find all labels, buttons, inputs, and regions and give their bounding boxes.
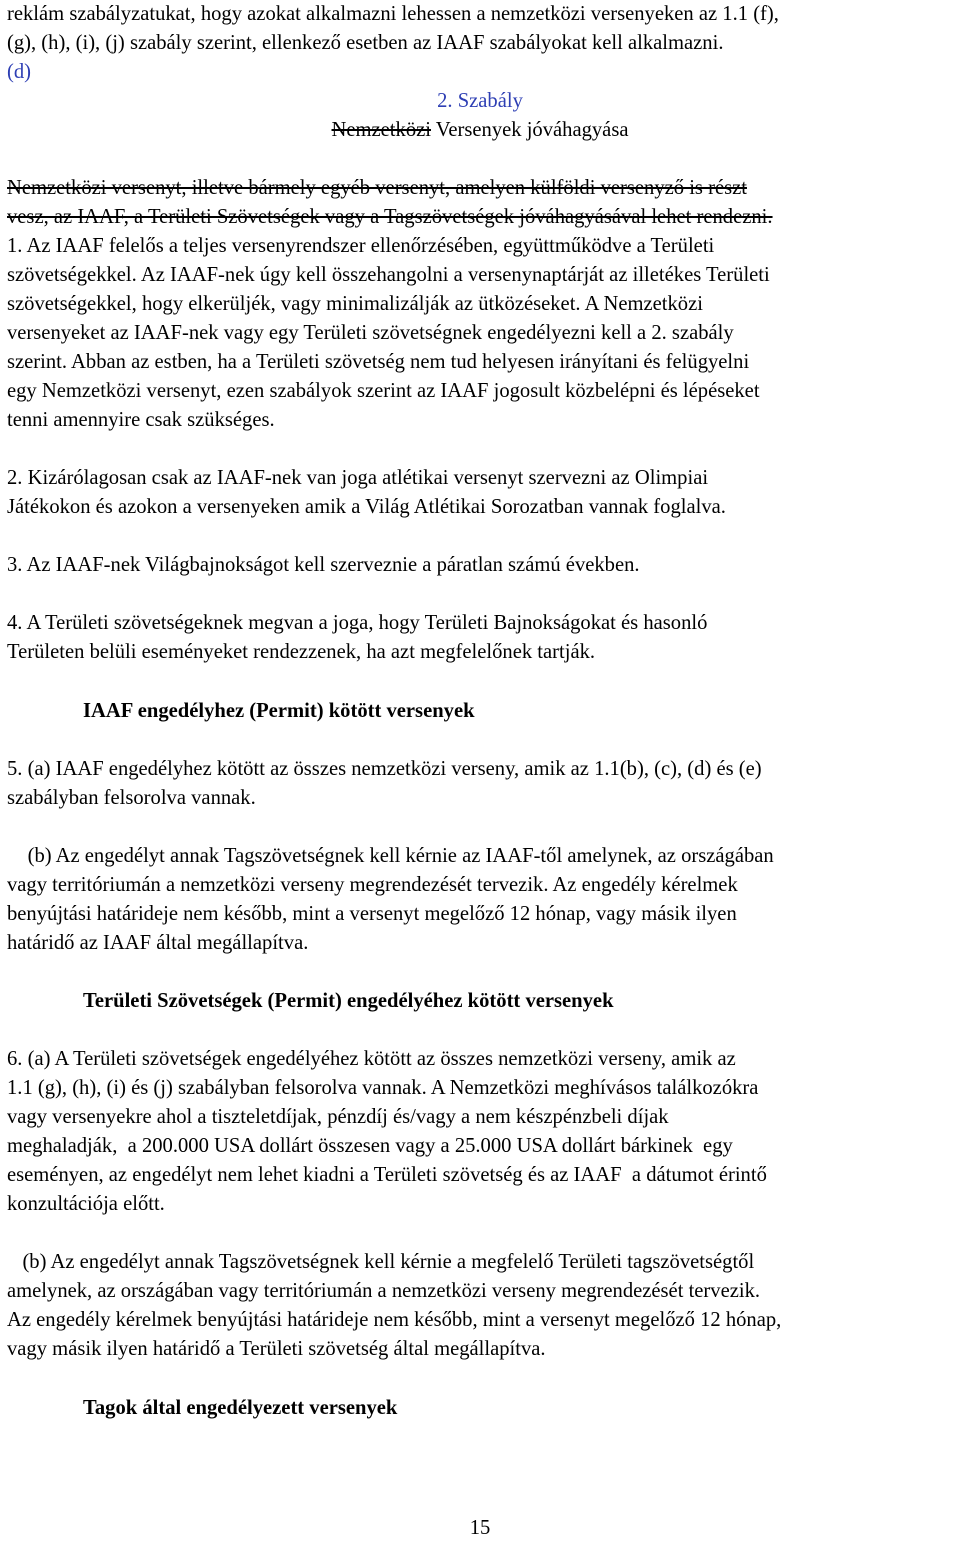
para5a-line-2: szabályban felsorolva vannak. [7, 787, 256, 809]
para1-line-7: tenni amennyire csak szükséges. [7, 409, 275, 431]
struck-line-1: Nemzetközi versenyt, illetve bármely egyéb versenyt, amelyen külföldi versenyző is részt [7, 177, 747, 199]
struck-line-2: vesz, az IAAF, a Területi Szövetségek vagy a Tagszövetségek jóváhagyásával lehet rendezni. [7, 206, 773, 228]
para6b-line-1: (b) Az engedélyt annak Tagszövetségnek kell kérnie a megfelelő Területi tagszövetségtől [7, 1251, 755, 1273]
para5b-line-4: határidő az IAAF által megállapítva. [7, 932, 309, 954]
para6a-line-2: 1.1 (g), (h), (i) és (j) szabályban felsorolva vannak. A Nemzetközi meghívásos találkozókra [7, 1077, 759, 1099]
para6b-line-4: vagy másik ilyen határidő a Területi szövetség által megállapítva. [7, 1338, 546, 1360]
para1-line-6: egy Nemzetközi versenyt, ezen szabályok szerint az IAAF jogosult közbelépni és lépéseket [7, 380, 760, 402]
rule-number: 2. Szabály [437, 90, 523, 112]
para6a-line-4: meghaladják, a 200.000 USA dollárt összesen vagy a 25.000 USA dollárt bárkinek egy [7, 1135, 733, 1157]
section-heading-member-permit: Tagok által engedélyezett versenyek [83, 1397, 398, 1419]
para5b-line-1: (b) Az engedélyt annak Tagszövetségnek kell kérnie az IAAF-től amelynek, az országában [7, 845, 774, 867]
para6a-line-6: konzultációja előtt. [7, 1193, 165, 1215]
para5b-line-3: benyújtási határideje nem később, mint a versenyt megelőző 12 hónap, vagy másik ilyen [7, 903, 737, 925]
section-heading-iaaf-permit: IAAF engedélyhez (Permit) kötött versenyek [83, 700, 475, 722]
para6a-line-5: eseményen, az engedélyt nem lehet kiadni a Területi szövetség és az IAAF a dátumot érintő [7, 1164, 767, 1186]
page-number: 15 [469, 1517, 491, 1539]
section-heading-area-permit: Területi Szövetségek (Permit) engedélyéhez kötött versenyek [83, 990, 614, 1012]
para5a-line-1: 5. (a) IAAF engedélyhez kötött az összes nemzetközi verseny, amik az 1.1(b), (c), (d) és (e) [7, 758, 762, 780]
rule-title-struck: Nemzetközi [331, 119, 431, 141]
para2-line-2: Játékokon és azokon a versenyeken amik a Világ Atlétikai Sorozatban vannak foglalva. [7, 496, 726, 518]
para4-line-1: 4. A Területi szövetségeknek megvan a joga, hogy Területi Bajnokságokat és hasonló [7, 612, 708, 634]
para6b-line-3: Az engedély kérelmek benyújtási határideje nem később, mint a versenyt megelőző 12 hónap, [7, 1309, 782, 1331]
intro-line-1: reklám szabályzatukat, hogy azokat alkalmazni lehessen a nemzetközi versenyeken az 1.1 (f), [7, 3, 779, 25]
para5b-line-2: vagy territóriumán a nemzetközi verseny megrendezését tervezik. Az engedély kérelmek [7, 874, 738, 896]
rule-title-rest: Versenyek jóváhagyása [431, 119, 629, 141]
para6a-line-1: 6. (a) A Területi szövetségek engedélyéhez kötött az összes nemzetközi verseny, amik az [7, 1048, 736, 1070]
para1-line-3: szövetségekkel, hogy elkerüljék, vagy minimalizálják az ütközéseket. A Nemzetközi [7, 293, 703, 315]
para6a-line-3: vagy versenyekre ahol a tiszteletdíjak, pénzdíj és/vagy a nem készpénzbeli díjak [7, 1106, 669, 1128]
para1-line-2: szövetségekkel. Az IAAF-nek úgy kell összehangolni a versenynaptárját az illetékes Területi [7, 264, 770, 286]
intro-line-3: (d) [7, 61, 32, 83]
para6b-line-2: amelynek, az országában vagy territóriumán a nemzetközi verseny megrendezését tervezik. [7, 1280, 761, 1302]
para3-line-1: 3. Az IAAF-nek Világbajnokságot kell szerveznie a páratlan számú években. [7, 554, 640, 576]
intro-line-2: (g), (h), (i), (j) szabály szerint, ellenkező esetben az IAAF szabályokat kell alkalmazni. [7, 32, 724, 54]
para1-line-1: 1. Az IAAF felelős a teljes versenyrendszer ellenőrzésében, együttműködve a Területi [7, 235, 715, 257]
para2-line-1: 2. Kizárólagosan csak az IAAF-nek van joga atlétikai versenyt szervezni az Olimpiai [7, 467, 709, 489]
para1-line-4: versenyeket az IAAF-nek vagy egy Területi szövetségnek engedélyezni kell a 2. szabály [7, 322, 734, 344]
para1-line-5: szerint. Abban az estben, ha a Területi szövetség nem tud helyesen irányítani és felügyelni [7, 351, 750, 373]
rule-title [0, 116, 960, 145]
para4-line-2: Területen belüli eseményeket rendezzenek, ha azt megfelelőnek tartják. [7, 641, 596, 663]
